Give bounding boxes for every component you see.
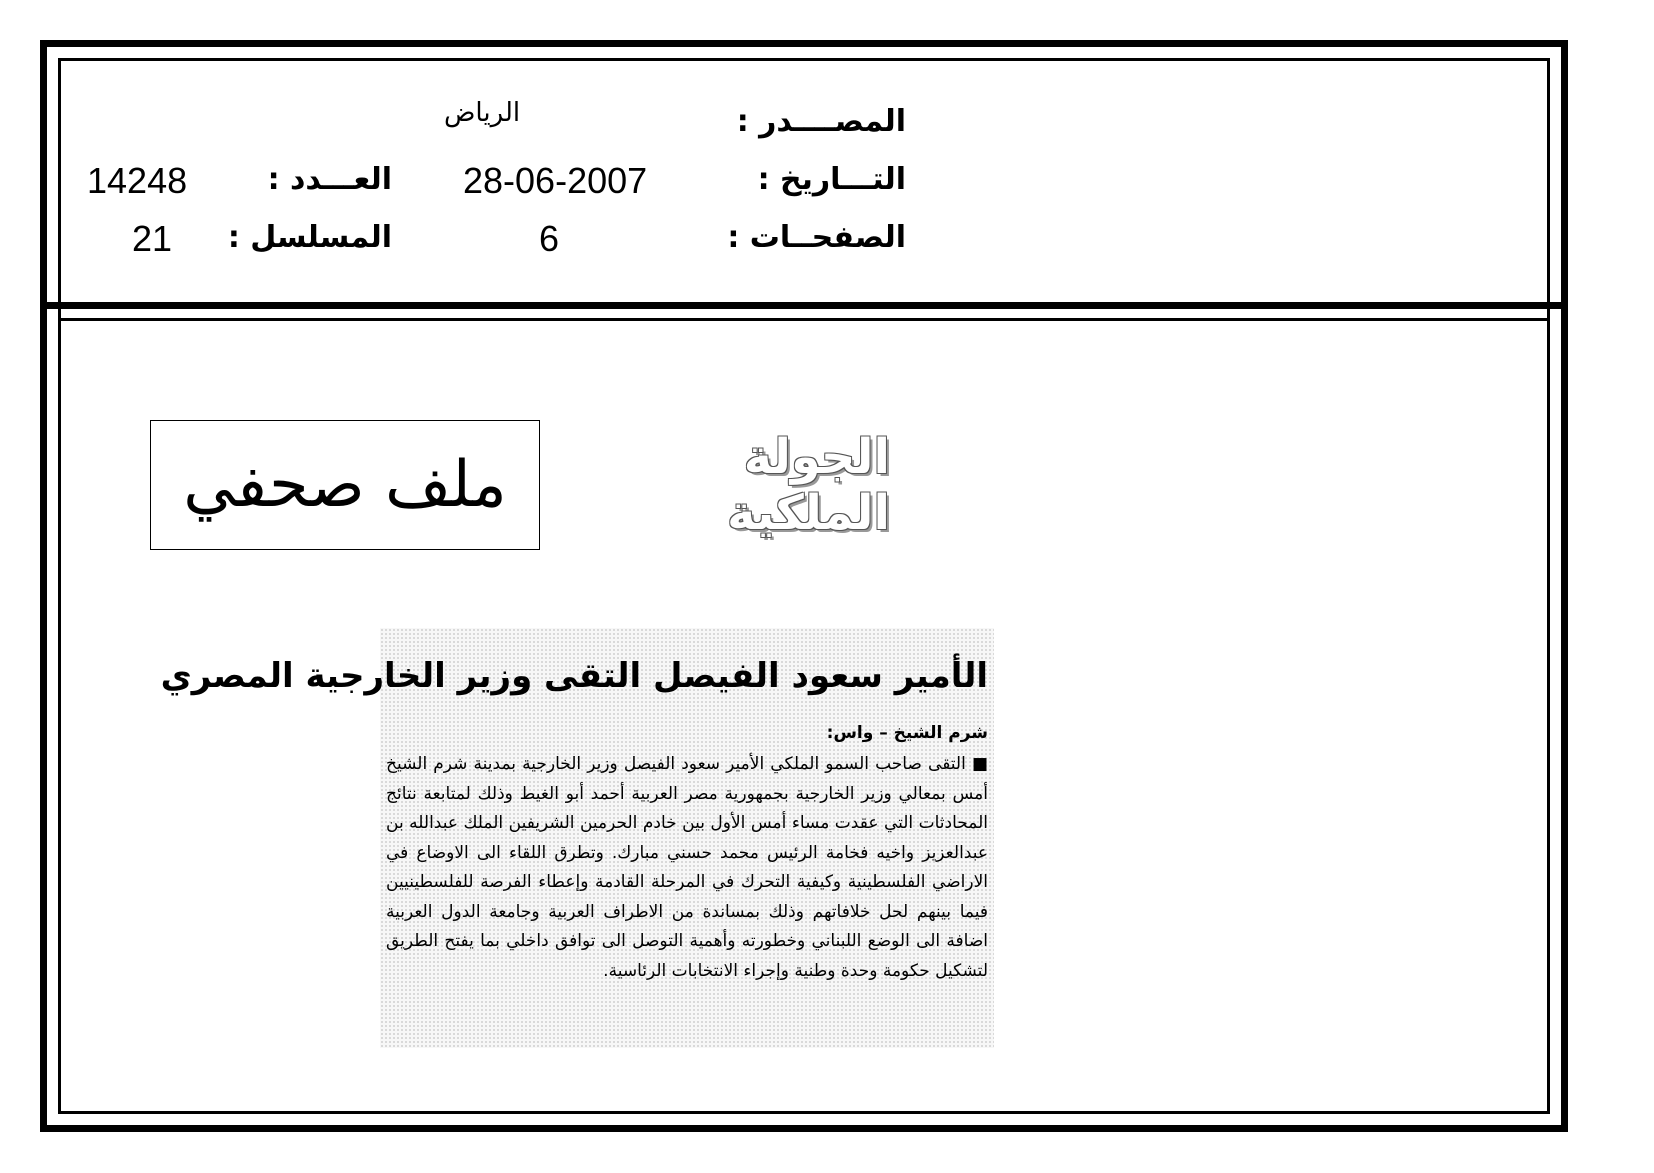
section-title-text: الجولة الملكية — [727, 429, 890, 541]
section-title-logo — [620, 429, 890, 541]
date-value: 28-06-2007 — [463, 160, 648, 201]
issue-label: العـــدد : — [267, 162, 392, 197]
article-dateline: شرم الشيخ – واس: — [826, 723, 988, 743]
article-clipping — [160, 628, 994, 1048]
header-divider-thin — [58, 318, 1550, 321]
header-divider-thick — [44, 302, 1564, 309]
article-headline: الأمير سعود الفيصل التقى وزير الخارجية المصري — [160, 656, 988, 696]
pages-value: 6 — [539, 218, 560, 259]
article-body: ■ التقى صاحب السمو الملكي الأمير سعود الفيصل وزير الخارجية بمدينة شرم الشيخ أمس بمعالي وزير الخارجية بجمهورية مصر العربية أحمد أبو الغيط وذلك لمتابعة نتائج المحادثات التي عقدت مساء أمس الأول بين خادم الحرمين الشريفين الملك عبدالله بن عبدالعزيز واخيه فخامة الرئيس محمد حسني مبارك. وتطرق اللقاء الى الاوضاع في الاراضي الفلسطينية وكيفية التحرك في المرحلة القادمة وإعطاء الفرصة للفلسطينيين فيما بينهم لحل خلافاتهم وذلك بمساندة من الاطراف العربية وجامعة الدول العربية اضافة الى الوضع اللبناني وخطورته وأهمية التوصل الى توافق داخلي بما يفتح الطريق لتشكيل حكومة وحدة وطنية وإجراء الانتخابات الرئاسية. — [386, 754, 988, 981]
issue-value: 14248 — [87, 160, 188, 201]
serial-label: المسلسل : — [227, 220, 392, 255]
source-value: الرياض — [444, 98, 521, 128]
date-label: التـــاريخ : — [757, 162, 906, 197]
pages-label: الصفحــات : — [727, 220, 906, 255]
press-file-stamp-text: ملف صحفي — [183, 448, 507, 522]
serial-value: 21 — [132, 218, 173, 259]
press-file-stamp — [150, 420, 540, 550]
source-label: المصــــدر : — [736, 104, 906, 139]
